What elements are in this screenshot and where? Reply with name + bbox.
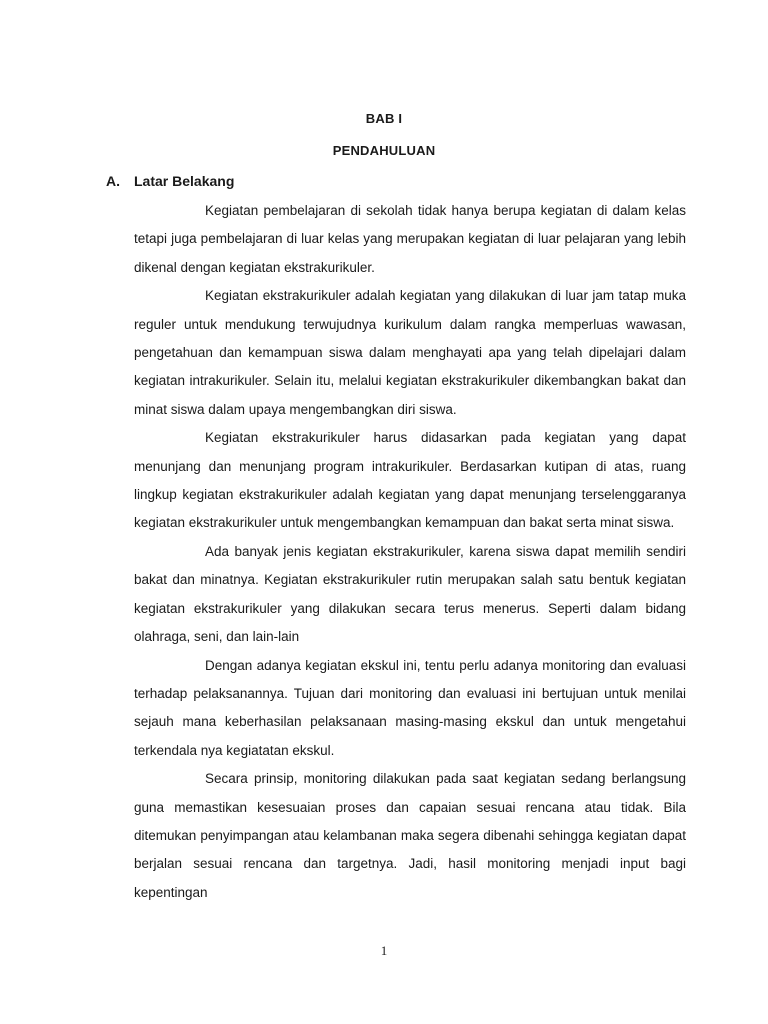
- paragraph: Dengan adanya kegiatan ekskul ini, tentu perlu adanya monitoring dan evaluasi terhadap pelaksanannya. Tujuan dari monitoring dan evaluasi ini bertujuan untuk menilai sejauh mana keberhasilan pelaksanaan masing-masing ekskul dan untuk mengetahui terkendala nya kegiatatan ekskul.: [134, 657, 686, 758]
- section-heading: [106, 173, 234, 189]
- paragraph: Kegiatan ekstrakurikuler harus didasarkan pada kegiatan yang dapat menunjang dan menunjang program intrakurikuler. Berdasarkan kutipan di atas, ruang lingkup kegiatan ekstrakurikuler adalah kegiatan yang dapat menunjang terselenggaranya kegiatan ekstrakurikuler untuk mengembangkan kemampuan dan bakat serta minat siswa.: [134, 430, 686, 531]
- section-letter: A.: [106, 173, 120, 189]
- paragraph: Kegiatan ekstrakurikuler adalah kegiatan yang dilakukan di luar jam tatap muka reguler untuk mendukung terwujudnya kurikulum dalam rangka memperluas wawasan, pengetahuan dan kemampuan siswa dalam menghayati apa yang telah dipelajari dalam kegiatan intrakurikuler. Selain itu, melalui kegiatan ekstrakurikuler dikembangkan bakat dan minat siswa dalam upaya mengembangkan diri siswa.: [134, 288, 686, 417]
- paragraph: Ada banyak jenis kegiatan ekstrakurikuler, karena siswa dapat memilih sendiri bakat dan minatnya. Kegiatan ekstrakurikuler rutin merupakan salah satu bentuk kegiatan kegiatan ekstrakurikuler yang dilakukan secara terus menerus. Seperti dalam bidang olahraga, seni, dan lain-lain: [134, 543, 686, 645]
- page-number: 1: [380, 943, 388, 958]
- body-text: [134, 197, 686, 907]
- paragraph: Kegiatan pembelajaran di sekolah tidak hanya berupa kegiatan di dalam kelas tetapi juga pembelajaran di luar kelas yang merupakan kegiatan di luar pelajaran yang lebih dikenal dengan kegiatan ekstrakurikuler.: [134, 203, 686, 275]
- section-title: Latar Belakang: [134, 173, 235, 189]
- chapter-number: BAB I: [365, 111, 403, 126]
- paragraph: Secara prinsip, monitoring dilakukan pada saat kegiatan sedang berlangsung guna memastikan kesesuaian proses dan capaian sesuai rencana atau tidak. Bila ditemukan penyimpangan atau kelambanan maka segera dibenahi sehingga kegiatan dapat berjalan sesuai rencana dan targetnya. Jadi, hasil monitoring menjadi input bagi kepentingan: [134, 771, 686, 900]
- chapter-title: PENDAHULUAN: [332, 143, 436, 158]
